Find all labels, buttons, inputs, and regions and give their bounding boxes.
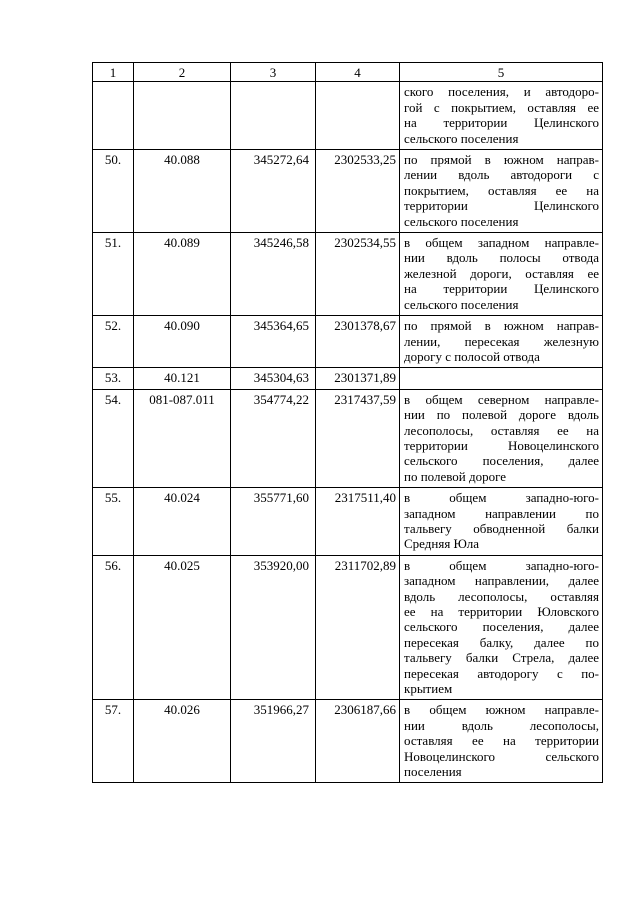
description-line: тальвегу балки Стрела, далее [404, 650, 599, 666]
description-line: на территории Целинского [404, 115, 599, 131]
description-line: западном направлении по [404, 505, 599, 521]
description-line: сельского поселения, далее [404, 453, 599, 469]
description-line: нии вдоль лесополосы, [404, 717, 599, 733]
description-line: вдоль лесополосы, оставляя [404, 588, 599, 604]
description-line: сельского поселения [404, 130, 519, 146]
point-code-cell: 081-087.011 [134, 389, 231, 487]
boundary-points-table [92, 62, 603, 783]
table-row [93, 316, 603, 368]
description-cell [400, 233, 603, 316]
x-coordinate-cell: 345364,65 [231, 316, 316, 368]
x-coordinate-cell [231, 82, 316, 150]
description-line: железной дороги, оставляя ее [404, 265, 599, 281]
table-row [93, 233, 603, 316]
header-cell-5: 5 [400, 63, 603, 82]
row-number-cell: 53. [93, 368, 134, 389]
description-line: по полевой дороге [404, 468, 507, 484]
description-line: сельского поселения [404, 296, 519, 312]
description-line: покрытием, оставляя ее на [404, 182, 599, 198]
row-number-cell: 55. [93, 488, 134, 556]
point-code-cell: 40.121 [134, 368, 231, 389]
description-line: лесополосы, оставляя ее на [404, 422, 599, 438]
header-cell-2: 2 [134, 63, 231, 82]
description-line: пересекая автодорогу с по- [404, 665, 599, 681]
y-coordinate-cell: 2306187,66 [316, 700, 400, 783]
x-coordinate-cell: 345246,58 [231, 233, 316, 316]
table-row [93, 389, 603, 487]
row-number-cell: 57. [93, 700, 134, 783]
point-code-cell: 40.088 [134, 150, 231, 233]
header-cell-3: 3 [231, 63, 316, 82]
x-coordinate-cell: 345272,64 [231, 150, 316, 233]
description-line: сельского поселения, далее [404, 619, 599, 635]
x-coordinate-cell: 354774,22 [231, 389, 316, 487]
y-coordinate-cell: 2317511,40 [316, 488, 400, 556]
description-line: в общем южном направле- [404, 702, 599, 718]
row-number-cell: 50. [93, 150, 134, 233]
description-line: нии по полевой дороге вдоль [404, 407, 599, 423]
row-number-cell [93, 82, 134, 150]
y-coordinate-cell: 2301378,67 [316, 316, 400, 368]
description-line: на территории Целинского [404, 281, 599, 297]
y-coordinate-cell: 2317437,59 [316, 389, 400, 487]
description-line: оставляя ее на территории [404, 733, 599, 749]
table-header-row [93, 63, 603, 82]
y-coordinate-cell: 2302533,25 [316, 150, 400, 233]
description-line: пересекая балку, далее по [404, 634, 599, 650]
row-number-cell: 52. [93, 316, 134, 368]
point-code-cell: 40.089 [134, 233, 231, 316]
description-cell [400, 368, 603, 389]
description-cell [400, 389, 603, 487]
description-cell [400, 82, 603, 150]
row-number-cell: 56. [93, 555, 134, 700]
description-line: тальвегу обводненной балки [404, 520, 599, 536]
description-line: лении вдоль автодороги с [404, 167, 599, 183]
point-code-cell: 40.090 [134, 316, 231, 368]
table-row [93, 488, 603, 556]
row-number-cell: 54. [93, 389, 134, 487]
table-row [93, 555, 603, 700]
description-cell [400, 150, 603, 233]
description-line: по прямой в южном направ- [404, 152, 599, 168]
description-line: ского поселения, и автодоро- [404, 84, 599, 100]
header-cell-1: 1 [93, 63, 134, 82]
x-coordinate-cell: 355771,60 [231, 488, 316, 556]
description-line: по прямой в южном направ- [404, 318, 599, 334]
table-row [93, 700, 603, 783]
point-code-cell: 40.024 [134, 488, 231, 556]
x-coordinate-cell: 345304,63 [231, 368, 316, 389]
y-coordinate-cell: 2302534,55 [316, 233, 400, 316]
y-coordinate-cell: 2301371,89 [316, 368, 400, 389]
description-line: западном направлении, далее [404, 573, 599, 589]
x-coordinate-cell: 353920,00 [231, 555, 316, 700]
description-cell [400, 700, 603, 783]
description-line: лении, пересекая железную [404, 333, 599, 349]
x-coordinate-cell: 351966,27 [231, 700, 316, 783]
table-row [93, 368, 603, 389]
description-line: поселения [404, 764, 462, 780]
description-line: территории Новоцелинского [404, 437, 599, 453]
description-line: ее на территории Юловского [404, 604, 599, 619]
description-line: Средняя Юла [404, 536, 479, 552]
description-line: гой с покрытием, оставляя ее [404, 99, 599, 115]
description-line: территории Целинского [404, 198, 599, 214]
y-coordinate-cell: 2311702,89 [316, 555, 400, 700]
description-line: крытием [404, 681, 453, 697]
description-cell [400, 316, 603, 368]
header-cell-4: 4 [316, 63, 400, 82]
y-coordinate-cell [316, 82, 400, 150]
description-cell [400, 555, 603, 700]
description-cell [400, 488, 603, 556]
description-line: в общем западно-юго- [404, 557, 599, 573]
point-code-cell: 40.026 [134, 700, 231, 783]
description-line: нии вдоль полосы отвода [404, 250, 599, 266]
point-code-cell [134, 82, 231, 150]
description-line: в общем западно-юго- [404, 490, 599, 506]
table-row [93, 82, 603, 150]
point-code-cell: 40.025 [134, 555, 231, 700]
description-line: в общем северном направле- [404, 391, 599, 407]
description-line: дорогу с полосой отвода [404, 348, 540, 364]
description-line: в общем западном направле- [404, 235, 599, 251]
description-line: сельского поселения [404, 213, 519, 229]
description-line: Новоцелинского сельского [404, 748, 599, 764]
table-row [93, 150, 603, 233]
row-number-cell: 51. [93, 233, 134, 316]
